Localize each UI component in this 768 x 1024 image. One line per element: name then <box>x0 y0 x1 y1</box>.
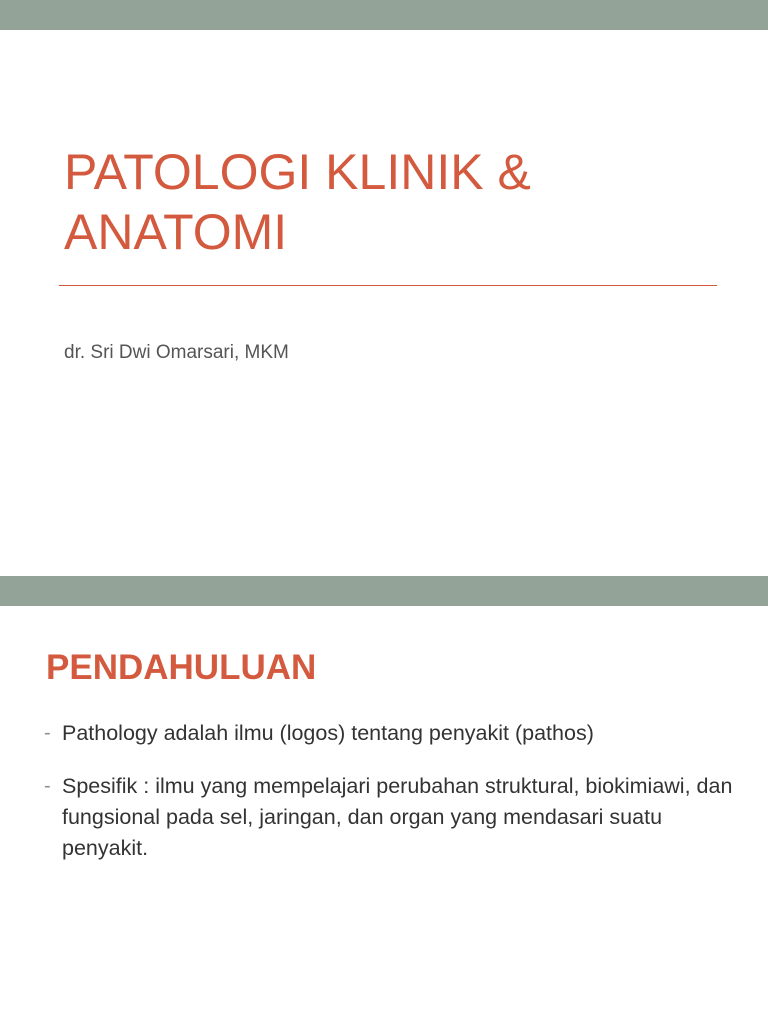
section-heading: PENDAHULUAN <box>46 648 317 687</box>
bullet-text: Spesifik : ilmu yang mempelajari perubahan struktural, biokimiawi, dan fungsional pada sel, jaringan, dan organ yang mendasari suatu penyakit. <box>62 774 733 860</box>
slide-1-top-bar <box>0 0 768 30</box>
dash-bullet-icon: - <box>44 722 51 744</box>
dash-bullet-icon: - <box>44 775 51 797</box>
bullet-text: Pathology adalah ilmu (logos) tentang penyakit (pathos) <box>62 721 594 745</box>
slide-2-top-bar <box>0 576 768 606</box>
bullet-list <box>44 718 734 886</box>
list-item <box>44 771 734 864</box>
list-item <box>44 718 734 749</box>
title-divider <box>59 285 717 286</box>
slide-subtitle: dr. Sri Dwi Omarsari, MKM <box>64 342 289 363</box>
slide-2 <box>0 576 768 1024</box>
slide-title: PATOLOGI KLINIK & ANATOMI <box>64 144 531 260</box>
